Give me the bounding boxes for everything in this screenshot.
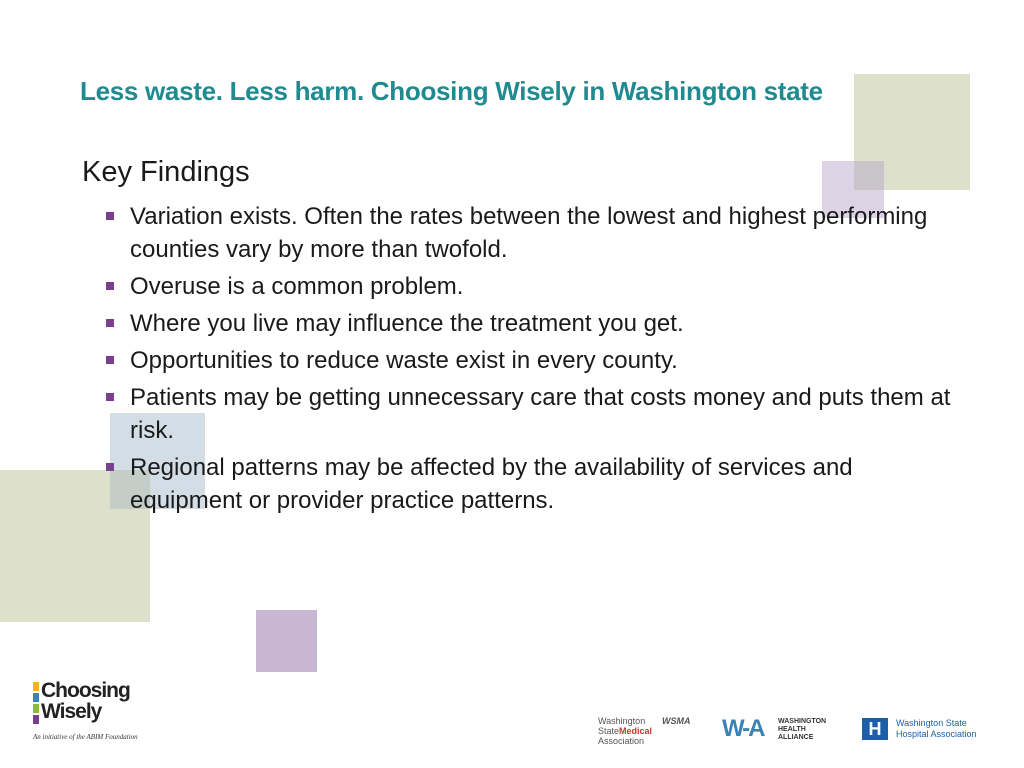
findings-list bbox=[104, 200, 954, 521]
wha-name-line3: ALLIANCE bbox=[778, 734, 814, 741]
wsma-logo bbox=[598, 716, 694, 746]
bullet-icon bbox=[106, 356, 114, 364]
logo-tagline: An initiative of the ABIM Foundation bbox=[33, 733, 138, 741]
bullet-text: Overuse is a common problem. bbox=[130, 273, 464, 300]
wha-name-line1: WASHINGTON bbox=[778, 718, 827, 725]
bullet-text: Regional patterns may be affected by the availability of services and equipment or provider practice patterns. bbox=[130, 454, 853, 514]
wsma-mark: WSMA bbox=[662, 716, 691, 726]
wsha-line2: Hospital Association bbox=[896, 729, 977, 739]
bullet-text: Variation exists. Often the rates between the lowest and highest performing counties vary by more than twofold. bbox=[130, 203, 928, 263]
choosing-wisely-logo bbox=[33, 680, 143, 746]
list-item bbox=[104, 381, 954, 447]
bullet-icon bbox=[106, 463, 114, 471]
logo-text-line2: Wisely bbox=[41, 700, 102, 723]
bullet-text: Where you live may influence the treatment you get. bbox=[130, 310, 684, 337]
bullet-text: Opportunities to reduce waste exist in every county. bbox=[130, 347, 678, 374]
logo-text-line1: Choosing bbox=[41, 679, 130, 702]
slide-title: Less waste. Less harm. Choosing Wisely in Washington state bbox=[80, 76, 823, 106]
wsma-line1: Washington bbox=[598, 716, 646, 726]
wsha-logo bbox=[862, 716, 992, 744]
list-item bbox=[104, 200, 954, 266]
list-item bbox=[104, 451, 954, 517]
list-item bbox=[104, 307, 954, 340]
wsma-line3: Association bbox=[598, 736, 645, 746]
bullet-icon bbox=[106, 282, 114, 290]
bullet-icon bbox=[106, 393, 114, 401]
decorative-square bbox=[854, 161, 884, 190]
list-item bbox=[104, 270, 954, 303]
wha-name-line2: HEALTH bbox=[778, 726, 806, 733]
wsma-line2a: State bbox=[598, 726, 620, 736]
list-item bbox=[104, 344, 954, 377]
logo-color-bars bbox=[33, 682, 39, 726]
bullet-text: Patients may be getting unnecessary care that costs money and puts them at risk. bbox=[130, 384, 951, 444]
wsha-line1: Washington State bbox=[896, 718, 967, 728]
bullet-icon bbox=[106, 319, 114, 327]
hospital-h-icon: H bbox=[862, 718, 888, 740]
bullet-icon bbox=[106, 212, 114, 220]
wsma-line2b: Medical bbox=[619, 726, 653, 736]
decorative-square bbox=[256, 610, 317, 672]
slide-subtitle: Key Findings bbox=[82, 156, 250, 188]
wha-logo bbox=[722, 716, 834, 744]
wha-mark: W-A bbox=[722, 715, 764, 742]
